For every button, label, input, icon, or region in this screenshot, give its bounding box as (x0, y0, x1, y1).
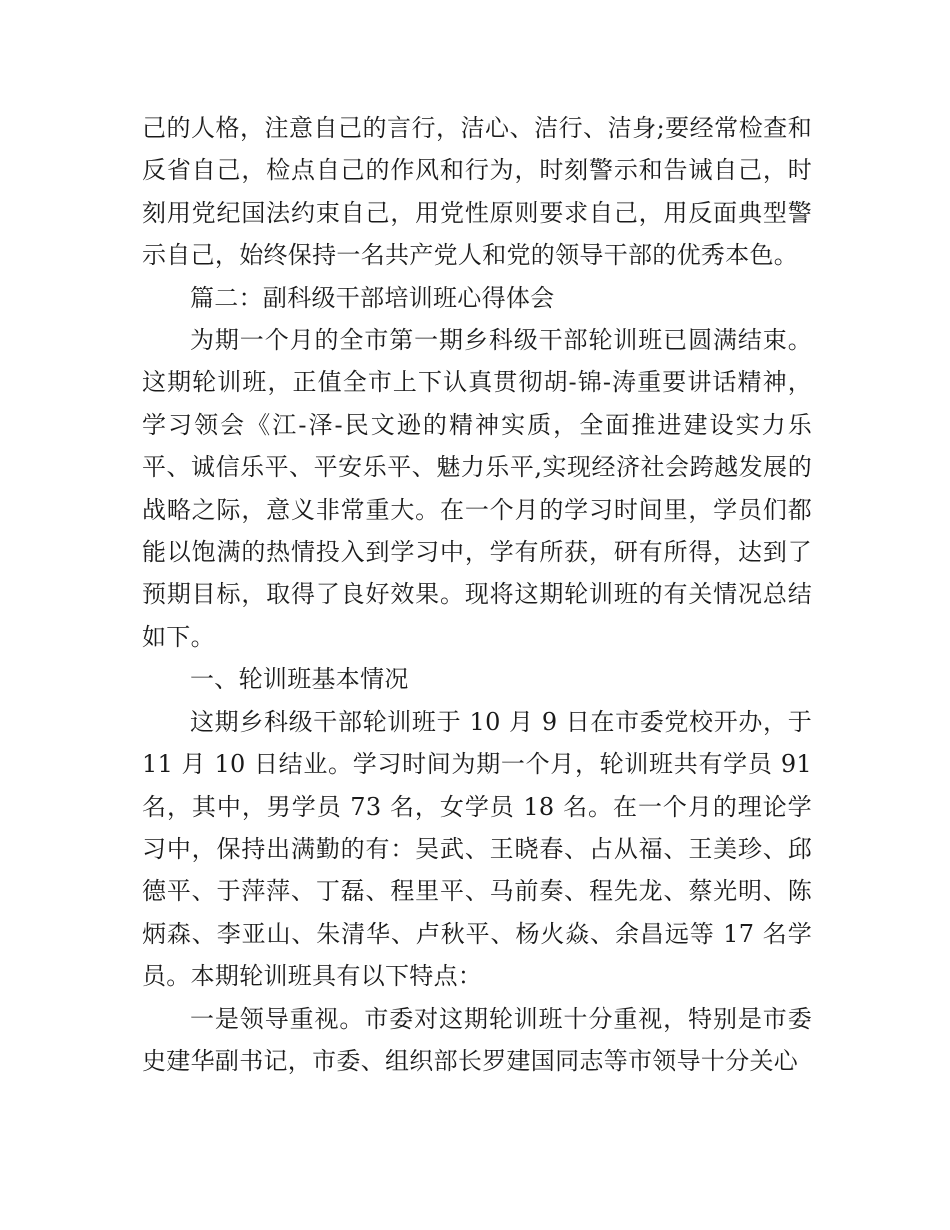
paragraph-intro: 为期一个月的全市第一期乡科级干部轮训班已圆满结束。这期轮训班，正值全市上下认真贯彻胡-锦-涛重要讲话精神，学习领会《江-泽-民文逊的精神实质，全面推进建设实力乐平、诚信乐平、平安乐平、魅力乐平,实现经济社会跨越发展的战略之际，意义非常重大。在一个月的学习时间里，学员们都能以饱满的热情投入到学习中，学有所获，研有所得，达到了预期目标，取得了良好效果。现将这期轮训班的有关情况总结如下。 (142, 326, 812, 651)
paragraph-leadership: 一是领导重视。市委对这期轮训班十分重视，特别是市委史建华副书记，市委、组织部长罗建国同志等市领导十分关心 (142, 1004, 812, 1075)
paragraph-continuation: 己的人格，注意自己的言行，洁心、洁行、洁身;要经常检查和反省自己，检点自己的作风和行为，时刻警示和告诫自己，时刻用党纪国法约束自己，用党性原则要求自己，用反面典型警示自己，始终保持一名共产党人和党的领导干部的优秀本色。 (142, 114, 812, 270)
paragraph-basic-info: 这期乡科级干部轮训班于 10 月 9 日在市委党校开办，于 11 月 10 日结业。学习时间为期一个月，轮训班共有学员 91 名，其中，男学员 73 名，女学员 18 名。在一个月的理论学习中，保持出满勤的有：吴武、王晓春、占从福、王美珍、邱德平、于萍萍、丁磊、程里平、马前奏、程先龙、蔡光明、陈炳森、李亚山、朱清华、卢秋平、杨火焱、余昌远等 17 名学员。本期轮训班具有以下特点： (142, 707, 812, 991)
subsection-heading: 一、轮训班基本情况 (190, 665, 409, 694)
document-body (142, 107, 812, 1082)
section-heading: 篇二：副科级干部培训班心得体会 (190, 283, 555, 312)
